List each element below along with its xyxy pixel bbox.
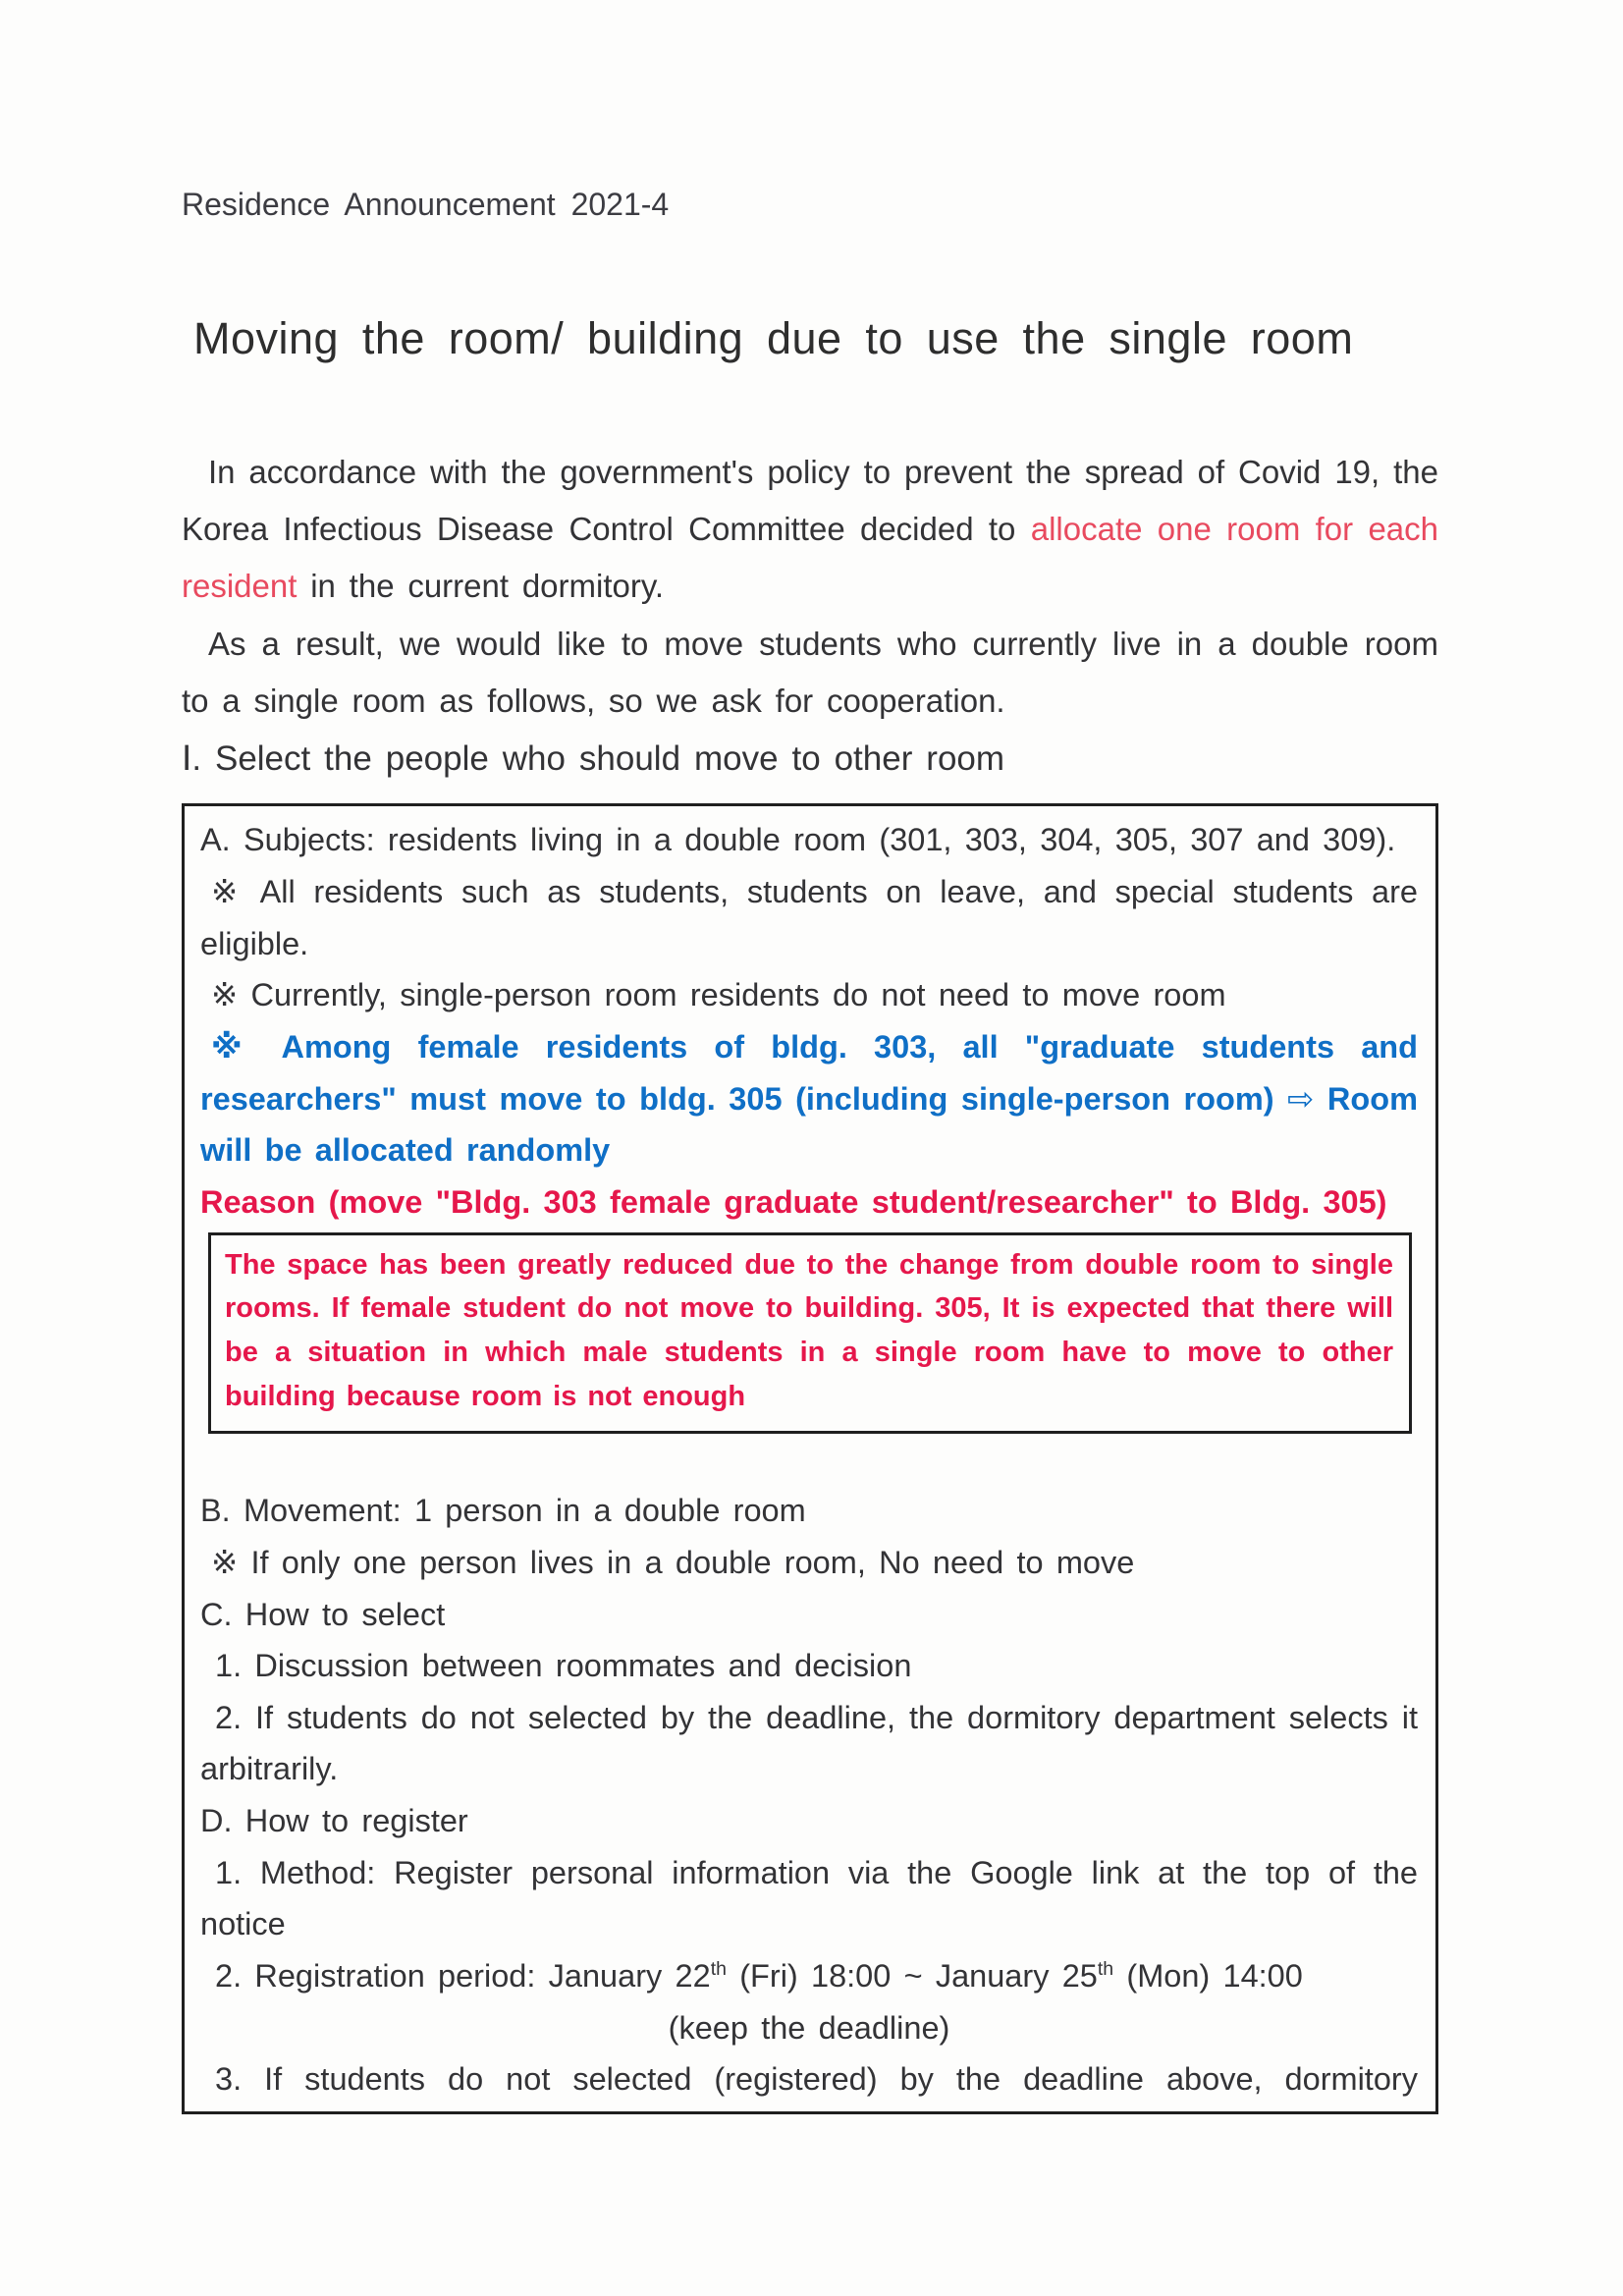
register-item-1: 1. Method: Register personal information via the Google link at the top of the notice [200,1854,1418,1942]
subjects-line: A. Subjects: residents living in a double room (301, 303, 304, 305, 307 and 309). [200,822,1396,858]
spacer [200,1434,1418,1485]
intro-paragraph-1-text: In accordance with the government's policy to prevent the spread of Covid 19, the Korea Infectious Disease Control Committee decided to [182,453,1438,547]
how-to-register-heading: D. How to register [200,1803,468,1839]
intro-paragraph-2: As a result, we would like to move students who currently live in a double room to a single room as follows, so we ask for cooperation. [182,625,1438,720]
movement-note: ※ If only one person lives in a double room, No need to move [211,1544,1135,1580]
select-item-1: 1. Discussion between roommates and decision [215,1648,912,1684]
how-to-select-heading: C. How to select [200,1596,446,1632]
reason-heading: Reason (move "Bldg. 303 female graduate student/researcher" to Bldg. 305) [200,1183,1387,1220]
select-item-2: 2. If students do not selected by the deadline, the dormitory department selects it arbitrarily. [200,1699,1418,1787]
note-female-move-text: ※ Among female residents of bldg. 303, all "graduate students and researchers" must move to bldg. 305 (including single-person room) [200,1028,1418,1117]
note-female-move [200,1021,1418,1176]
page-title: Moving the room/ building due to use the single room [193,312,1354,363]
registration-period-part3: (Mon) 14:00 [1113,1958,1303,1995]
note-female-move-tail: Room will be allocated randomly [200,1080,1418,1169]
note-all-residents: ※ All residents such as students, students on leave, and special students are eligible. [200,874,1418,961]
intro-paragraph-1 [182,444,1438,616]
register-item-3: 3. If students do not selected (registered) by the deadline above, dormitory [215,2061,1418,2098]
reason-box: The space has been greatly reduced due to the change from double room to single rooms. If female student do not move to building. 305, It is expected that there will be a situation in which male students in a single room have to move to other building because room is not enough [208,1232,1412,1435]
note-single-room: ※ Currently, single-person room residents do not need to move room [211,977,1226,1013]
ordinal-suffix: th [1097,1958,1114,1981]
intro-paragraph-1-tail: in the current dormitory. [297,568,665,605]
registration-period-part1: 2. Registration period: January 22 [215,1958,711,1995]
notice-box [182,803,1438,2114]
keep-deadline-note: (keep the deadline) [668,2009,950,2046]
document-number: Residence Announcement 2021-4 [182,187,670,222]
section-1-heading: Ⅰ. Select the people who should move to other room [182,738,1005,778]
register-item-2 [200,1950,1418,2002]
highlight-allocate-one-room: allocate one room for each resident [182,511,1438,605]
registration-period-part2: (Fri) 18:00 ~ January 25 [726,1958,1098,1995]
movement-line: B. Movement: 1 person in a double room [200,1493,806,1529]
arrow-right-icon: ⇨ [1287,1080,1315,1117]
ordinal-suffix: th [710,1958,727,1981]
